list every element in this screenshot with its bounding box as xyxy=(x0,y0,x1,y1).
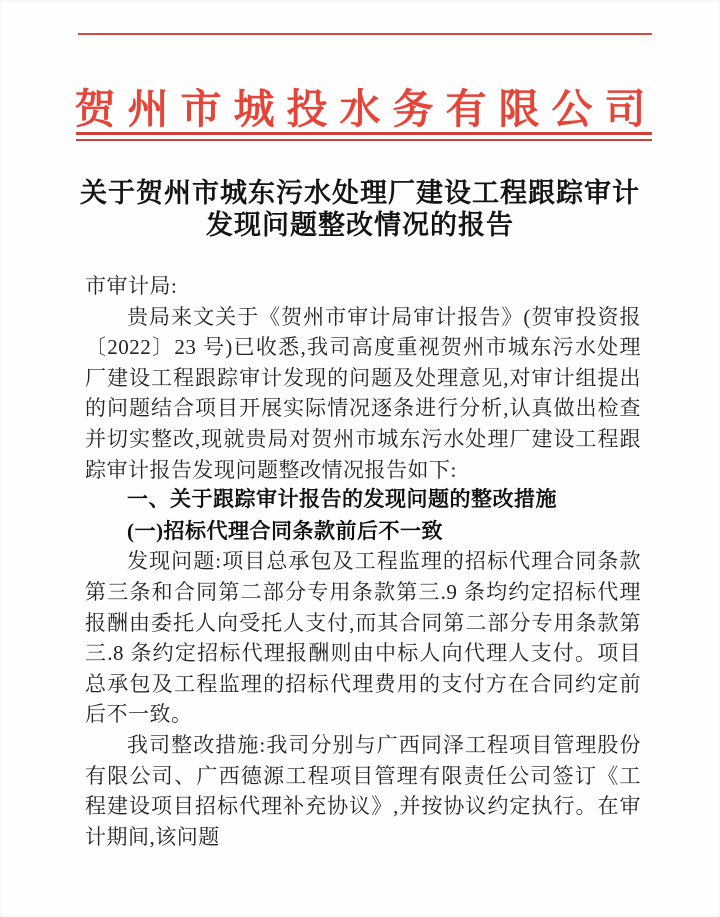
document-body xyxy=(85,271,641,852)
subsection-heading: (一)招标代理合同条款前后不一致 xyxy=(127,518,443,543)
letterhead-double-rule xyxy=(76,132,652,141)
paragraph-problem: 发现问题:项目总承包及工程监理的招标代理合同条款第三条和合同第二部分专用条款第三.9 条均约定招标代理报酬由委托人向受托人支付,而其合同第二部分专用条款第三.8 条约定招标代理报酬则由中标人向代理人支付。项目总承包及工程监理的招标代理费用的支付方在合同约定前后不一致。 xyxy=(85,549,641,727)
paragraph-action: 我司整改措施:我司分别与广西同泽工程项目管理股份有限公司、广西德源工程项目管理有限责任公司签订《工程建设项目招标代理补充协议》,并按协议约定执行。在审计期间,该问题 xyxy=(85,732,641,849)
document-title xyxy=(60,177,660,241)
letterhead-top-rule xyxy=(78,33,652,35)
document-title-line1: 关于贺州市城东污水处理厂建设工程跟踪审计 xyxy=(80,178,640,208)
paragraph-intro: 贵局来文关于《贺州市审计局审计报告》(贺审投资报〔2022〕23 号)已收悉,我司高度重视贺州市城东污水处理厂建设工程跟踪审计发现的问题及处理意见,对审计组提出的问题结合项目开展实际情况逐条进行分析,认真做出检查并切实整改,现就贵局对贺州市城东污水处理厂建设工程跟踪审计报告发现问题整改情况报告如下: xyxy=(85,304,641,482)
section-heading: 一、关于跟踪审计报告的发现问题的整改措施 xyxy=(127,488,557,512)
org-name: 贺州市城投水务有限公司 xyxy=(74,86,658,132)
document-title-line2: 发现问题整改情况的报告 xyxy=(206,210,514,240)
salutation: 市审计局: xyxy=(85,274,178,298)
